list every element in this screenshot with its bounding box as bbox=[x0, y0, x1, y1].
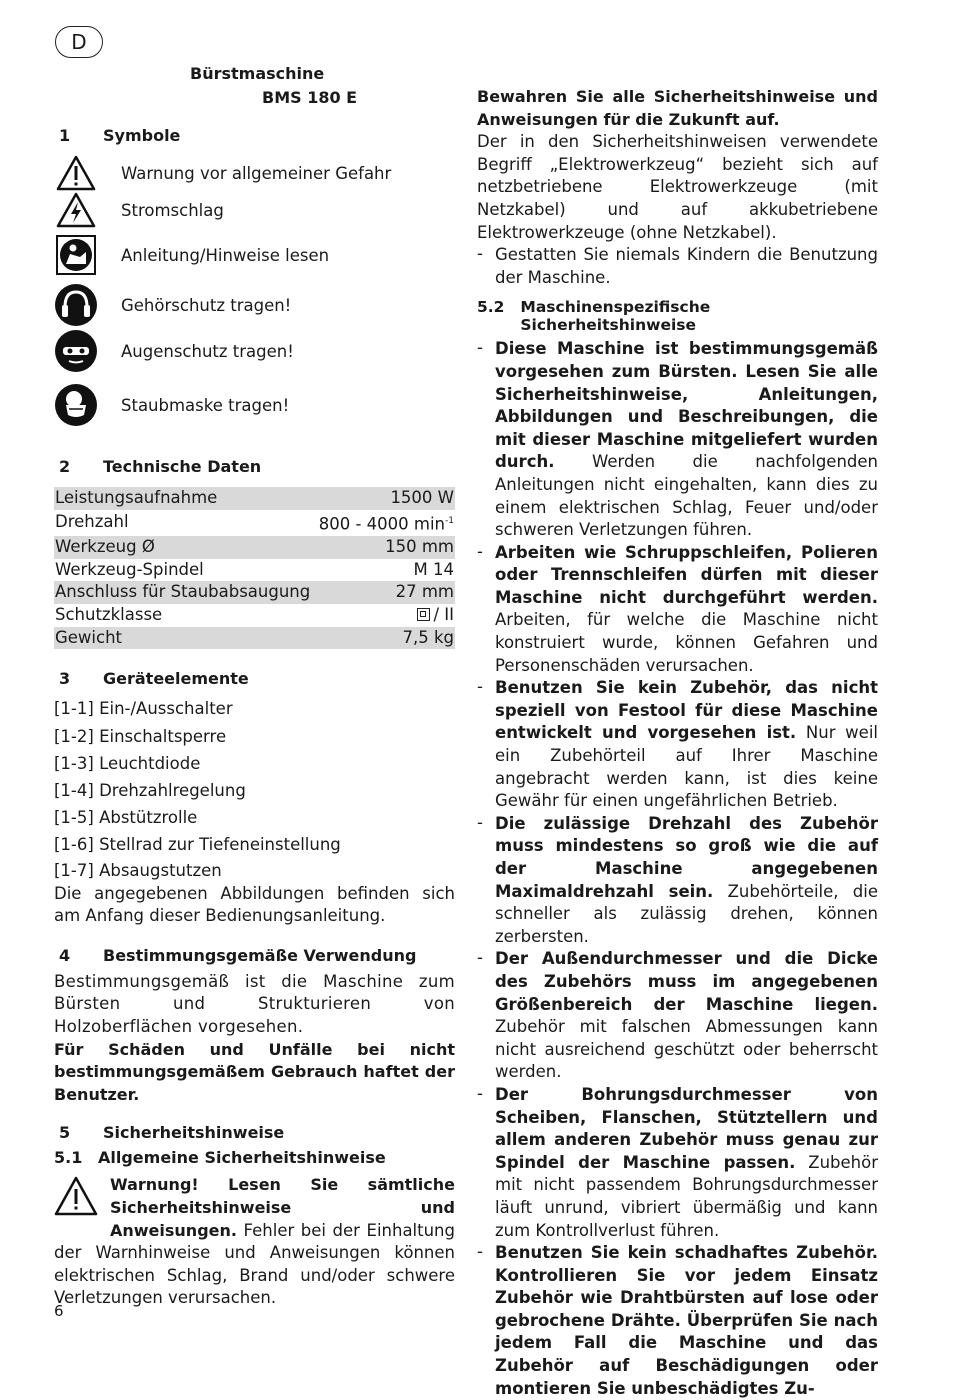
symbol-row bbox=[54, 374, 455, 436]
electric-shock-icon bbox=[54, 188, 98, 232]
list-item: [1-2] Einschaltsperre bbox=[54, 726, 227, 746]
page-number: 6 bbox=[54, 1302, 64, 1320]
keep-instructions: Bewahren Sie alle Sicherheitshinweise und Anweisungen für die Zukunft auf. bbox=[477, 87, 878, 129]
list-item: [1-4] Drehzahlregelung bbox=[54, 781, 246, 801]
usage-liability: Für Schäden und Unfälle bei nicht bestimmungsgemäßem Gebrauch haftet der Benutzer. bbox=[54, 1039, 455, 1104]
list-item: - Arbeiten wie Schruppschleifen, Polieren oder Trennschleifen dürfen mit dieser Maschine nicht durchgeführt werden. Arbeiten, für welche die Maschine nicht konstruiert wurde, können Gefahren und Personenschäden verursachen. bbox=[477, 541, 878, 675]
table-row: Werkzeug-Spindel M 14 bbox=[55, 559, 454, 579]
subsection-heading-specific: 5.2 Maschinenspezifische Sicherheitshinweise bbox=[477, 298, 711, 335]
list-item: - Benutzen Sie kein Zubehör, das nicht speziell von Festool für diese Maschine entwickelt und vorgesehen ist. Nur weil ein Zubehörteil auf Ihrer Maschine angebracht werden kann, ist dies keine Gewähr für einen ungefährlichen Betrieb. bbox=[477, 677, 879, 811]
subsection-heading-general: 5.1 Allgemeine Sicherheitshinweise bbox=[54, 1148, 386, 1168]
protection-class-icon bbox=[417, 608, 430, 621]
symbol-row bbox=[54, 228, 455, 282]
list-item: - Diese Maschine ist bestimmungsgemäß vorgesehen zum Bürsten. Lesen Sie alle Sicherheitshinweise, Anleitungen, Abbildungen und Beschreibungen, die mit dieser Maschine mitgeliefert wurden durch. Werden die nachfolgenden Anleitungen nicht eingehalten, kann dies zu einem elektrischen Schlag, Feuer und/oder schweren Verletzungen führen. bbox=[477, 338, 878, 540]
list-item: - Der Außendurchmesser und die Dicke des Zubehörs muss im angegebenen Größenbereich der Maschine liegen. Zubehör mit falschen Abmessungen kann nicht ausreichend geschützt oder beherrscht werden. bbox=[477, 948, 878, 1082]
specific-safety-list bbox=[477, 338, 878, 1400]
usage-text: Bestimmungsgemäß ist die Maschine zum Bürsten und Strukturieren von Holzoberflächen vorgesehen. bbox=[54, 971, 455, 1037]
list-item: [1-1] Ein-/Ausschalter bbox=[54, 699, 233, 719]
section-heading-tech: 2 Technische Daten bbox=[59, 457, 262, 476]
term-definition: Der in den Sicherheitshinweisen verwendete Begriff „Elektrowerkzeug“ bezieht sich auf netzbetriebene Elektrowerkzeuge (mit Netzkabel) und auf akkubetriebene Elektrowerkzeuge (ohne Netzkabel). bbox=[477, 132, 878, 242]
dust-mask-icon bbox=[54, 383, 98, 427]
table-row: Drehzahl 800 - 4000 $\min^{-1}$ bbox=[55, 512, 454, 534]
warning-text: Fehler bei der Einhaltung der Warnhinweise und Anweisungen können elektrischen Schlag, Brand und/oder schwere Verletzungen verursachen. bbox=[54, 1220, 455, 1308]
elements-list bbox=[54, 695, 455, 882]
symbol-label: Augenschutz tragen! bbox=[121, 341, 294, 361]
warning-triangle-icon bbox=[54, 1176, 100, 1222]
symbol-label: Anleitung/Hinweise lesen bbox=[121, 245, 330, 265]
list-item: [1-3] Leuchtdiode bbox=[54, 753, 201, 773]
list-item: - Die zulässige Drehzahl des Zubehör muss mindestens so groß wie die auf der Maschine angegebenen Maximaldrehzahl sein. Zubehörteile, die schneller als zulässig drehen, können zerbersten. bbox=[477, 812, 878, 946]
left-column bbox=[54, 62, 455, 1310]
symbol-row bbox=[54, 282, 455, 328]
product-name: Bürstmaschine bbox=[190, 64, 325, 83]
section-heading-elements: 3 Geräteelemente bbox=[59, 669, 249, 689]
symbol-label: Warnung vor allgemeiner Gefahr bbox=[121, 163, 392, 183]
section-heading-usage: 4 Bestimmungsgemäße Verwendung bbox=[59, 945, 417, 965]
symbol-row bbox=[54, 328, 455, 374]
list-item: - Der Bohrungsdurchmesser von Scheiben, Flanschen, Stütztellern und allem anderen Zubehör muss genau zur Spindel der Maschine passen. Zubehör mit nicht passendem Bohrungsdurchmesser läuft unrund, vibriert übermäßig und kann zum Kontrollverlust führen. bbox=[477, 1083, 878, 1240]
table-row: Werkzeug Ø 150 mm bbox=[54, 536, 455, 559]
table-row: Leistungsaufnahme 1500 W bbox=[54, 487, 455, 510]
product-model: BMS 180 E bbox=[262, 88, 358, 107]
list-item: [1-6] Stellrad zur Tiefeneinstellung bbox=[54, 835, 341, 855]
section-heading-symbols: 1 Symbole bbox=[59, 126, 181, 145]
eye-protection-icon bbox=[54, 329, 98, 373]
list-item: [1-7] Absaugstutzen bbox=[54, 860, 222, 880]
elements-note: Die angegebenen Abbildungen befinden sich am Anfang dieser Bedienungsanleitung. bbox=[54, 883, 455, 926]
table-row: Schutzklasse / II bbox=[55, 605, 454, 625]
symbol-label: Gehörschutz tragen! bbox=[121, 295, 292, 315]
symbol-label: Staubmaske tragen! bbox=[121, 395, 290, 415]
table-row: Anschluss für Staubabsaugung 27 mm bbox=[54, 581, 455, 604]
tech-data-table bbox=[54, 487, 455, 649]
list-item: - Benutzen Sie kein schadhaftes Zubehör. Kontrollieren Sie vor jedem Einsatz Zubehör wie Drahtbürsten auf lose oder gebrochene Drähte. Überprüfen Sie nach jedem Fall die Maschine und das Zubehör auf Beschädigungen oder montieren Sie unbeschädigtes Zu- bbox=[477, 1242, 878, 1398]
symbol-row bbox=[54, 154, 455, 192]
symbol-list bbox=[54, 154, 455, 436]
general-warning-block bbox=[54, 1174, 455, 1310]
symbol-row bbox=[54, 192, 455, 228]
right-column bbox=[477, 62, 878, 1400]
read-manual-icon bbox=[54, 233, 98, 277]
symbol-label: Stromschlag bbox=[121, 200, 224, 220]
section-heading-safety: 5 Sicherheitshinweise bbox=[59, 1123, 285, 1143]
language-badge: D bbox=[55, 26, 103, 58]
list-item: [1-5] Abstützrolle bbox=[54, 808, 198, 828]
ear-protection-icon bbox=[54, 283, 98, 327]
warning-bold-text: Warnung! Lesen Sie sämtliche Sicherheitshinweise und Anweisungen. bbox=[110, 1175, 455, 1240]
list-item: - Gestatten Sie niemals Kindern die Benutzung der Maschine. bbox=[477, 244, 878, 287]
table-row: Gewicht 7,5 kg bbox=[54, 627, 455, 650]
